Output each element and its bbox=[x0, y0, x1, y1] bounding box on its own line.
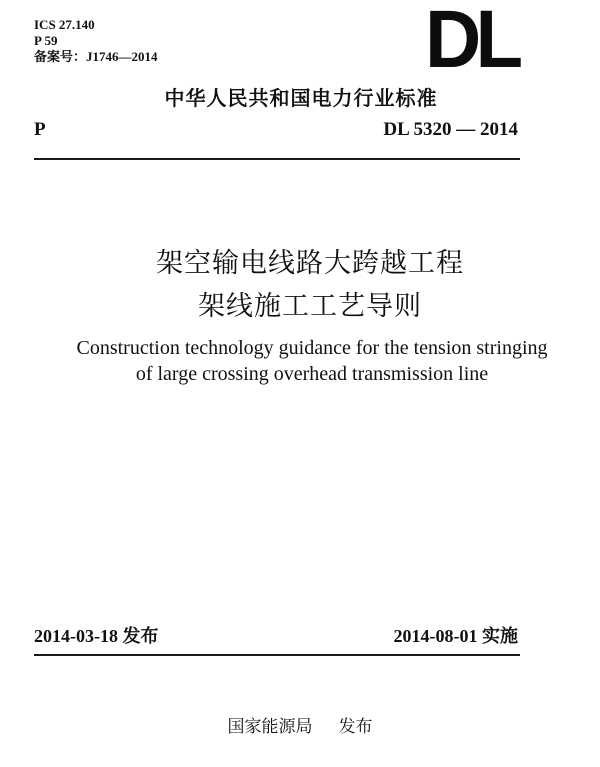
title-en-line2: of large crossing overhead transmission line bbox=[135, 363, 489, 385]
top-divider bbox=[34, 158, 520, 160]
issue-date-value: 2014-03-18 bbox=[34, 626, 118, 646]
title-en-line1: Construction technology guidance for the tension stringing bbox=[76, 337, 548, 359]
publisher bbox=[0, 712, 600, 737]
issue-date-label: 发布 bbox=[122, 626, 159, 647]
p-code: P 59 bbox=[34, 33, 58, 48]
dl-logo: DL bbox=[425, 0, 518, 85]
bottom-divider bbox=[34, 654, 520, 656]
ics-code: ICS 27.140 bbox=[34, 17, 95, 32]
title-cn-line1: 架空输电线路大跨越工程 bbox=[156, 248, 464, 279]
implementation-date bbox=[394, 622, 519, 648]
publisher-name: 国家能源局 bbox=[227, 717, 313, 737]
publisher-action: 发布 bbox=[338, 717, 373, 737]
title-cn-line2: 架线施工工艺导则 bbox=[198, 291, 422, 322]
record-number: 备案号：J1746—2014 bbox=[34, 49, 158, 64]
industry-standard-heading bbox=[0, 82, 600, 111]
issue-date bbox=[34, 622, 159, 648]
classification-letter: P bbox=[34, 119, 46, 140]
industry-standard-text: 中华人民共和国电力行业标准 bbox=[164, 86, 438, 110]
implementation-date-label: 实施 bbox=[482, 626, 518, 647]
standard-number: DL 5320 — 2014 bbox=[383, 119, 518, 140]
implementation-date-value: 2014-08-01 bbox=[393, 626, 478, 646]
